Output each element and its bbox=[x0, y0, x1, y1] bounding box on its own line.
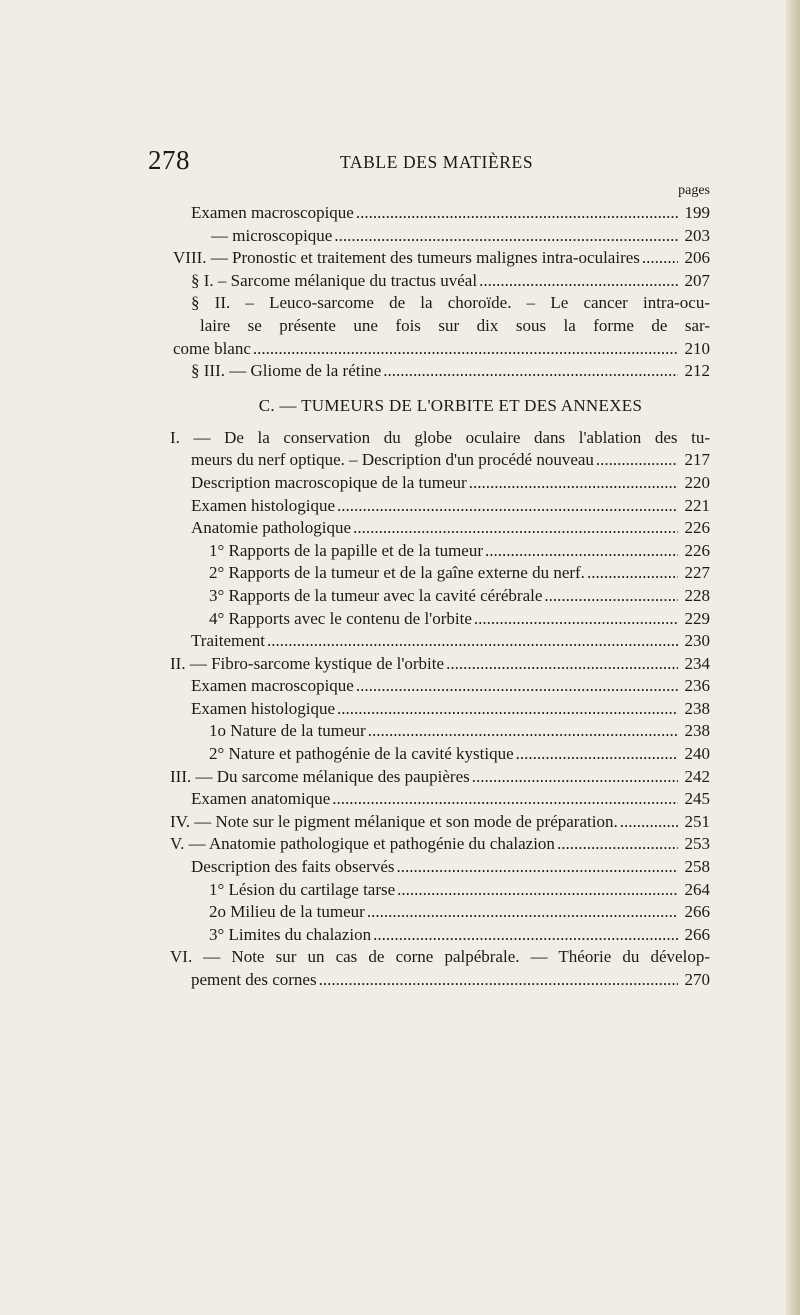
table-of-contents bbox=[170, 182, 710, 992]
dot-leader bbox=[397, 879, 678, 902]
toc-entry bbox=[209, 720, 710, 743]
toc-entry-continued bbox=[191, 292, 710, 315]
toc-entry bbox=[211, 225, 710, 248]
running-title: TABLE DES MATIÈRES bbox=[340, 152, 534, 172]
toc-entry-page: 228 bbox=[684, 585, 710, 605]
dot-leader bbox=[253, 338, 678, 361]
toc-entry bbox=[170, 653, 710, 676]
toc-entry bbox=[191, 495, 710, 518]
dot-leader bbox=[587, 562, 678, 585]
toc-entry-page: 245 bbox=[684, 789, 710, 809]
toc-entry-label: 2° Rapports de la tumeur et de la gaîne externe du nerf. bbox=[209, 563, 585, 583]
dot-leader bbox=[334, 225, 678, 248]
toc-entry bbox=[191, 969, 710, 992]
dot-leader bbox=[479, 270, 678, 293]
toc-entry bbox=[170, 766, 710, 789]
dot-leader bbox=[642, 247, 678, 270]
toc-entry-label: laire se présente une fois sur dix sous la forme de sar- bbox=[200, 315, 710, 335]
toc-entry bbox=[173, 247, 710, 270]
toc-block-tumors-eye bbox=[173, 202, 710, 383]
toc-entry-label: VIII. — Pronostic et traitement des tumeurs malignes intra-oculaires bbox=[173, 248, 640, 268]
toc-entry-label: IV. — Note sur le pigment mélanique et son mode de préparation. bbox=[170, 811, 618, 831]
dot-leader bbox=[373, 924, 678, 947]
pages-column-label: pages bbox=[678, 183, 710, 198]
toc-entry-page: 229 bbox=[684, 608, 710, 628]
dot-leader bbox=[446, 653, 678, 676]
toc-entry-page: 238 bbox=[684, 698, 710, 718]
toc-entry-page: 234 bbox=[684, 653, 710, 673]
toc-entry-label: VI. — Note sur un cas de corne palpébrale. — Théorie du dévelop- bbox=[170, 947, 710, 967]
toc-entry-label: 2° Nature et pathogénie de la cavité kystique bbox=[209, 744, 514, 764]
dot-leader bbox=[353, 517, 678, 540]
toc-entry-page: 258 bbox=[684, 857, 710, 877]
toc-entry-page: 253 bbox=[684, 834, 710, 854]
toc-entry bbox=[191, 698, 710, 721]
toc-entry-page: 221 bbox=[684, 495, 710, 515]
toc-entry-page: 226 bbox=[684, 540, 710, 560]
toc-entry-label: 3° Limites du chalazion bbox=[209, 924, 372, 944]
toc-entry-page: 242 bbox=[684, 766, 710, 786]
toc-block-orbit bbox=[170, 427, 710, 992]
toc-entry-label: 4° Rapports avec le contenu de l'orbite bbox=[209, 608, 472, 628]
section-heading: C. — TUMEURS DE L'ORBITE ET DES ANNEXES bbox=[258, 395, 643, 415]
toc-entry-continued bbox=[170, 427, 710, 450]
toc-entry-label: § I. – Sarcome mélanique du tractus uvéal bbox=[191, 270, 478, 290]
toc-entry-label: 2o Milieu de la tumeur bbox=[209, 902, 365, 922]
toc-entry-page: 203 bbox=[684, 225, 710, 245]
toc-entry bbox=[209, 540, 710, 563]
toc-entry-page: 270 bbox=[684, 970, 710, 989]
dot-leader bbox=[337, 698, 678, 721]
toc-entry-page: 238 bbox=[684, 721, 710, 741]
dot-leader bbox=[367, 901, 678, 924]
dot-leader bbox=[557, 833, 678, 856]
toc-entry-continued bbox=[200, 315, 710, 338]
toc-entry-label: § III. — Gliome de la rétine bbox=[191, 361, 382, 381]
toc-entry-label: Description des faits observés bbox=[191, 857, 395, 877]
toc-entry bbox=[191, 449, 710, 472]
toc-entry-label: Examen anatomique bbox=[191, 789, 331, 809]
toc-entry bbox=[209, 608, 710, 631]
toc-entry-page: 251 bbox=[684, 811, 710, 831]
toc-entry bbox=[191, 270, 710, 293]
toc-entry bbox=[173, 338, 710, 361]
toc-entry bbox=[209, 562, 710, 585]
dot-leader bbox=[383, 360, 678, 383]
page-header bbox=[148, 144, 708, 176]
dot-leader bbox=[620, 811, 678, 834]
toc-entry-label: 1° Rapports de la papille et de la tumeur bbox=[209, 540, 483, 560]
toc-entry-label: V. — Anatomie pathologique et pathogénie du chalazion bbox=[170, 834, 555, 854]
toc-entry-page: 217 bbox=[684, 450, 710, 470]
toc-entry-label: 1° Lésion du cartilage tarse bbox=[209, 879, 396, 899]
toc-entry-label: § II. – Leuco-sarcome de la choroïde. – Le cancer intra-ocu- bbox=[191, 293, 710, 313]
toc-entry-page: 226 bbox=[684, 518, 710, 538]
toc-entry bbox=[191, 517, 710, 540]
toc-entry-label: come blanc bbox=[173, 338, 251, 358]
dot-leader bbox=[396, 856, 678, 879]
toc-entry-page: 206 bbox=[684, 248, 710, 268]
dot-leader bbox=[596, 449, 678, 472]
toc-entry-page: 207 bbox=[684, 270, 710, 290]
dot-leader bbox=[356, 675, 678, 698]
toc-entry bbox=[209, 879, 710, 902]
dot-leader bbox=[485, 540, 678, 563]
toc-entry bbox=[191, 472, 710, 495]
toc-entry-label: Examen histologique bbox=[191, 698, 336, 718]
toc-entry-label: Examen histologique bbox=[191, 495, 336, 515]
toc-entry-label: 1o Nature de la tumeur bbox=[209, 721, 366, 741]
toc-entry bbox=[170, 833, 710, 856]
dot-leader bbox=[356, 202, 678, 225]
page-number: 278 bbox=[148, 145, 190, 175]
toc-entry-page: 210 bbox=[684, 338, 710, 358]
toc-entry-page: 199 bbox=[684, 203, 710, 222]
dot-leader bbox=[267, 630, 678, 653]
dot-leader bbox=[474, 608, 678, 631]
toc-entry-label: pement des cornes bbox=[191, 970, 317, 989]
toc-entry-page: 230 bbox=[684, 631, 710, 651]
toc-entry bbox=[191, 630, 710, 653]
toc-entry-label: Examen macroscopique bbox=[191, 676, 354, 696]
toc-entry-label: Examen macroscopique bbox=[191, 203, 354, 222]
dot-leader bbox=[319, 969, 678, 992]
dot-leader bbox=[332, 788, 678, 811]
toc-entry-label: I. — De la conservation du globe oculaire dans l'ablation des tu- bbox=[170, 427, 710, 447]
toc-entry bbox=[209, 901, 710, 924]
toc-entry bbox=[191, 856, 710, 879]
toc-entry-label: II. — Fibro-sarcome kystique de l'orbite bbox=[170, 653, 445, 673]
toc-entry-page: 227 bbox=[684, 563, 710, 583]
toc-entry bbox=[209, 924, 710, 947]
toc-entry-label: Traitement bbox=[191, 631, 265, 651]
dot-leader bbox=[544, 585, 678, 608]
toc-entry-page: 220 bbox=[684, 472, 710, 492]
toc-entry-label: — microscopique bbox=[211, 225, 333, 245]
dot-leader bbox=[368, 720, 678, 743]
toc-entry-label: Anatomie pathologique bbox=[191, 518, 352, 538]
dot-leader bbox=[472, 766, 678, 789]
toc-entry-page: 266 bbox=[684, 924, 710, 944]
toc-entry bbox=[191, 788, 710, 811]
dot-leader bbox=[469, 472, 678, 495]
toc-entry bbox=[191, 675, 710, 698]
page-edge-shadow bbox=[786, 0, 800, 1315]
dot-leader bbox=[516, 743, 678, 766]
toc-entry-page: 240 bbox=[684, 744, 710, 764]
toc-entry-continued bbox=[170, 946, 710, 969]
toc-entry-page: 236 bbox=[684, 676, 710, 696]
toc-entry bbox=[191, 202, 710, 225]
toc-entry-label: 3° Rapports de la tumeur avec la cavité cérébrale bbox=[209, 585, 543, 605]
toc-entry-label: meurs du nerf optique. – Description d'un procédé nouveau bbox=[191, 450, 594, 470]
toc-entry-page: 212 bbox=[684, 361, 710, 381]
toc-entry bbox=[191, 360, 710, 383]
toc-entry-page: 266 bbox=[684, 902, 710, 922]
toc-entry-label: III. — Du sarcome mélanique des paupières bbox=[170, 766, 470, 786]
toc-entry bbox=[209, 585, 710, 608]
toc-entry-page: 264 bbox=[684, 879, 710, 899]
toc-entry-label: Description macroscopique de la tumeur bbox=[191, 472, 467, 492]
dot-leader bbox=[337, 495, 678, 518]
toc-entry bbox=[209, 743, 710, 766]
toc-entry bbox=[170, 811, 710, 834]
